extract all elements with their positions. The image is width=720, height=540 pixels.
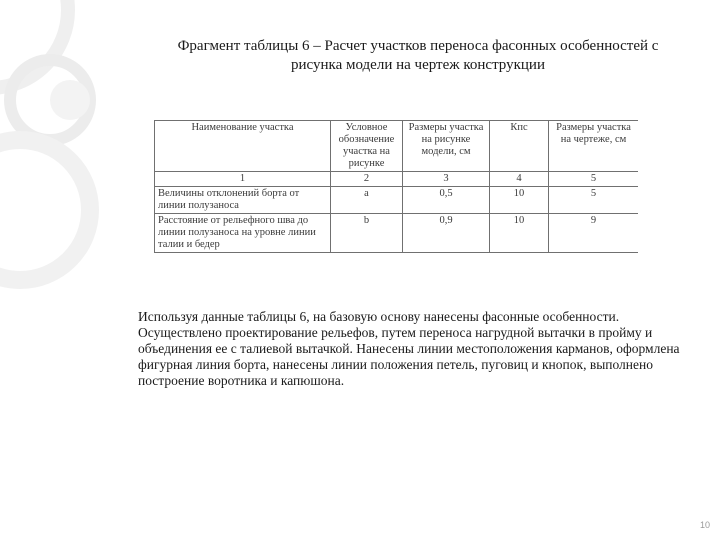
slide-title	[118, 37, 718, 75]
calculation-table	[154, 120, 638, 253]
header-drawing-size: Размеры участка на чертеже, см	[549, 121, 639, 172]
row-model-size: 0,9	[403, 214, 490, 253]
row-coefficient: 10	[490, 214, 549, 253]
header-symbol: Условное обозначение участка на рисунке	[331, 121, 403, 172]
table-row	[155, 214, 639, 253]
header-model-size: Размеры участка на рисунке модели, см	[403, 121, 490, 172]
calculation-table-wrap	[154, 120, 638, 260]
slide-title-line-1: Фрагмент таблицы 6 – Расчет участков переноса фасонных особенностей с	[177, 38, 659, 54]
numbering-cell: 5	[549, 172, 639, 187]
table-numbering-row	[155, 172, 639, 187]
numbering-cell: 4	[490, 172, 549, 187]
numbering-cell: 3	[403, 172, 490, 187]
numbering-cell: 1	[155, 172, 331, 187]
row-name: Величины отклонений борта от линии полузаноса	[155, 187, 331, 214]
row-symbol: а	[331, 187, 403, 214]
header-section-name: Наименование участка	[155, 121, 331, 172]
decor-circle-top	[0, 0, 68, 88]
row-drawing-size: 5	[549, 187, 639, 214]
decorative-circles	[0, 0, 130, 540]
row-model-size: 0,5	[403, 187, 490, 214]
row-symbol: b	[331, 214, 403, 253]
table-row	[155, 187, 639, 214]
body-paragraph: Используя данные таблицы 6, на базовую основу нанесены фасонные особенности. Осуществлено проектирование рельефов, путем переноса нагрудной вытачки в пройму и объединения ее с талиевой вытачкой. Нанесены линии местоположения карманов, оформлена фигурная линия борта, нанесены линии положения петель, пуговиц и кнопок, выполнено построение воротника и капюшона.	[138, 309, 680, 388]
page-number: 10	[699, 520, 710, 530]
decor-circle-mid	[50, 80, 90, 120]
row-drawing-size: 9	[549, 214, 639, 253]
decor-circle-bottom	[0, 140, 90, 280]
table-header-row	[155, 121, 639, 172]
header-coefficient: Кпс	[490, 121, 549, 172]
slide-title-line-2: рисунка модели на чертеж конструкции	[291, 57, 545, 73]
numbering-cell: 2	[331, 172, 403, 187]
row-name: Расстояние от рельефного шва до линии полузаноса на уровне линии талии и бедер	[155, 214, 331, 253]
row-coefficient: 10	[490, 187, 549, 214]
